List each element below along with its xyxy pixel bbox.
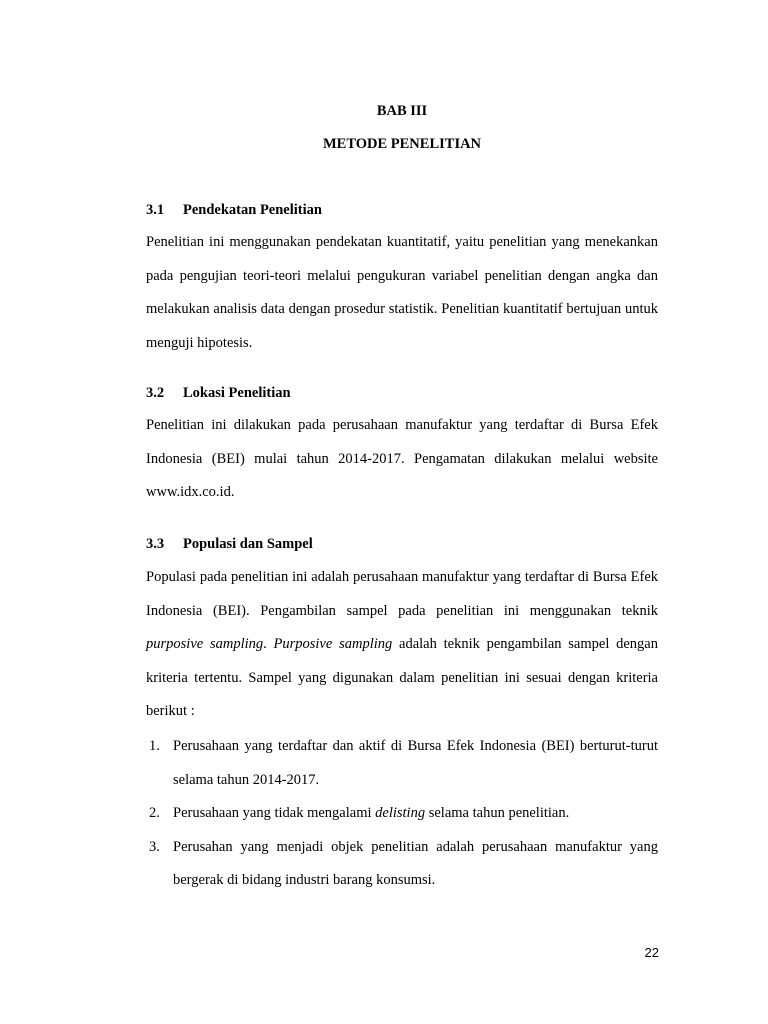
criteria-list [146,730,658,898]
list-marker: 2. [149,805,160,821]
paragraph-text: Populasi pada penelitian ini adalah perusahaan manufaktur yang terdaftar di Bursa Efek Indonesia (BEI). Pengambilan sampel pada penelitian ini menggunakan teknik [146,569,658,619]
paragraph-text: . [263,636,274,652]
list-marker: 1. [149,738,160,754]
list-marker: 3. [149,838,160,855]
section-heading-3-1 [146,202,322,219]
list-item-text: selama tahun penelitian. [425,805,570,821]
list-item [146,831,658,898]
section-paragraph-3-1: Penelitian ini menggunakan pendekatan kuantitatif, yaitu penelitian yang menekankan pada pengujian teori-teori melalui pengukuran variabel penelitian dengan angka dan melakukan analisis data dengan prosedur statistik. Penelitian kuantitatif bertujuan untuk menguji hipotesis. [146,234,658,351]
paragraph-text: adalah teknik pengambilan sampel dengan kriteria tertentu. Sampel yang digunakan dalam penelitian ini sesuai dengan kriteria berikut : [146,636,658,719]
page-number: 22 [644,945,659,960]
section-title: Pendekatan Penelitian [183,202,322,218]
italic-term: Purposive sampling [273,636,393,652]
list-item [146,797,658,831]
chapter-title: METODE PENELITIAN [322,136,482,152]
list-item-text: Perusahaan yang terdaftar dan aktif di Bursa Efek Indonesia (BEI) berturut-turut selama tahun 2014-2017. [173,738,658,788]
list-item [146,730,658,797]
list-item-text: Perusahaan yang tidak mengalami [173,805,376,821]
section-paragraph-3-2: Penelitian ini dilakukan pada perusahaan manufaktur yang terdaftar di Bursa Efek Indonesia (BEI) mulai tahun 2014-2017. Pengamatan dilakukan melalui website www.idx.co.id. [146,417,658,500]
section-title: Lokasi Penelitian [183,385,291,401]
section-number: 3.3 [146,536,165,552]
section-title: Populasi dan Sampel [183,536,313,552]
italic-term: purposive sampling [146,636,264,652]
italic-term: delisting [375,805,426,821]
section-heading-3-2 [146,385,291,402]
section-heading-3-3 [146,536,313,553]
section-number: 3.1 [146,202,165,218]
section-number: 3.2 [146,385,165,401]
list-item-text: Perusahan yang menjadi objek penelitian adalah perusahaan manufaktur yang bergerak di bidang industri barang konsumsi. [173,838,658,888]
chapter-number: BAB III [376,103,428,119]
section-paragraph-3-3 [146,561,658,729]
